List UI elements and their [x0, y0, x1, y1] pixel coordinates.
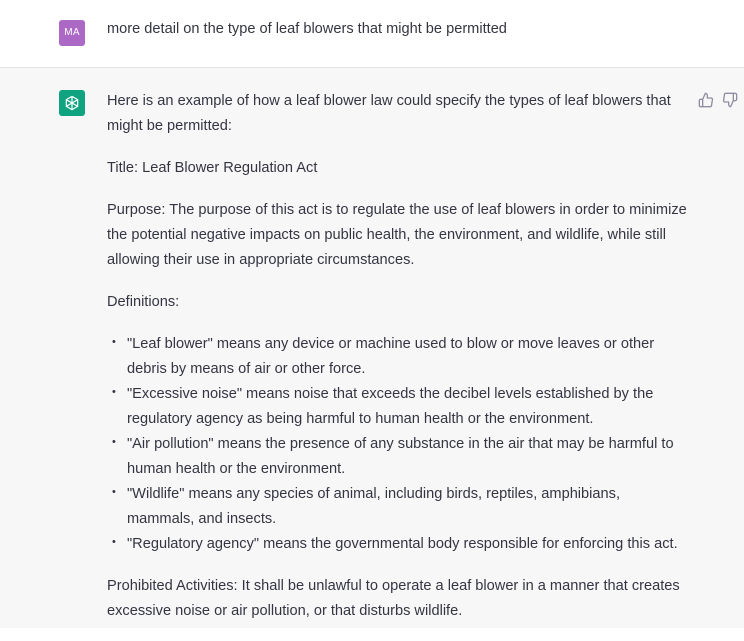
list-item: • "Leaf blower" means any device or machine used to blow or move leaves or other debris by means of air or other force.	[127, 332, 687, 382]
thumbs-up-icon	[698, 92, 714, 108]
assistant-message-row	[0, 68, 744, 628]
intro-paragraph: Here is an example of how a leaf blower law could specify the types of leaf blowers that might be permitted:	[107, 93, 671, 134]
thumbs-up-button[interactable]	[698, 92, 714, 108]
list-item: • "Regulatory agency" means the governmental body responsible for enforcing this act.	[127, 532, 687, 557]
user-message-row	[0, 0, 744, 68]
user-message-text: more detail on the type of leaf blowers that might be permitted	[107, 21, 507, 37]
list-item: • "Excessive noise" means noise that exceeds the decibel levels established by the regulatory agency as being harmful to human health or the environment.	[127, 382, 687, 432]
purpose-paragraph: Purpose: The purpose of this act is to regulate the use of leaf blowers in order to minimize the potential negative impacts on public health, the environment, and wildlife, while still allowing their use in appropriate circumstances.	[107, 202, 687, 268]
thumbs-down-icon	[722, 92, 738, 108]
list-item: • "Wildlife" means any species of animal, including birds, reptiles, amphibians, mammals, and insects.	[127, 482, 687, 532]
prohibited-paragraph: Prohibited Activities: It shall be unlawful to operate a leaf blower in a manner that creates excessive noise or air pollution, or that disturbs wildlife.	[107, 578, 680, 619]
title-paragraph: Title: Leaf Blower Regulation Act	[107, 160, 318, 176]
thumbs-down-button[interactable]	[722, 92, 738, 108]
assistant-message-content	[107, 89, 687, 641]
user-avatar: MA	[59, 20, 85, 46]
definitions-list	[107, 332, 687, 557]
definitions-heading: Definitions:	[107, 294, 180, 310]
openai-logo-icon	[63, 94, 81, 112]
assistant-avatar	[59, 90, 85, 116]
list-item: • "Air pollution" means the presence of any substance in the air that may be harmful to human health or the environment.	[127, 432, 687, 482]
